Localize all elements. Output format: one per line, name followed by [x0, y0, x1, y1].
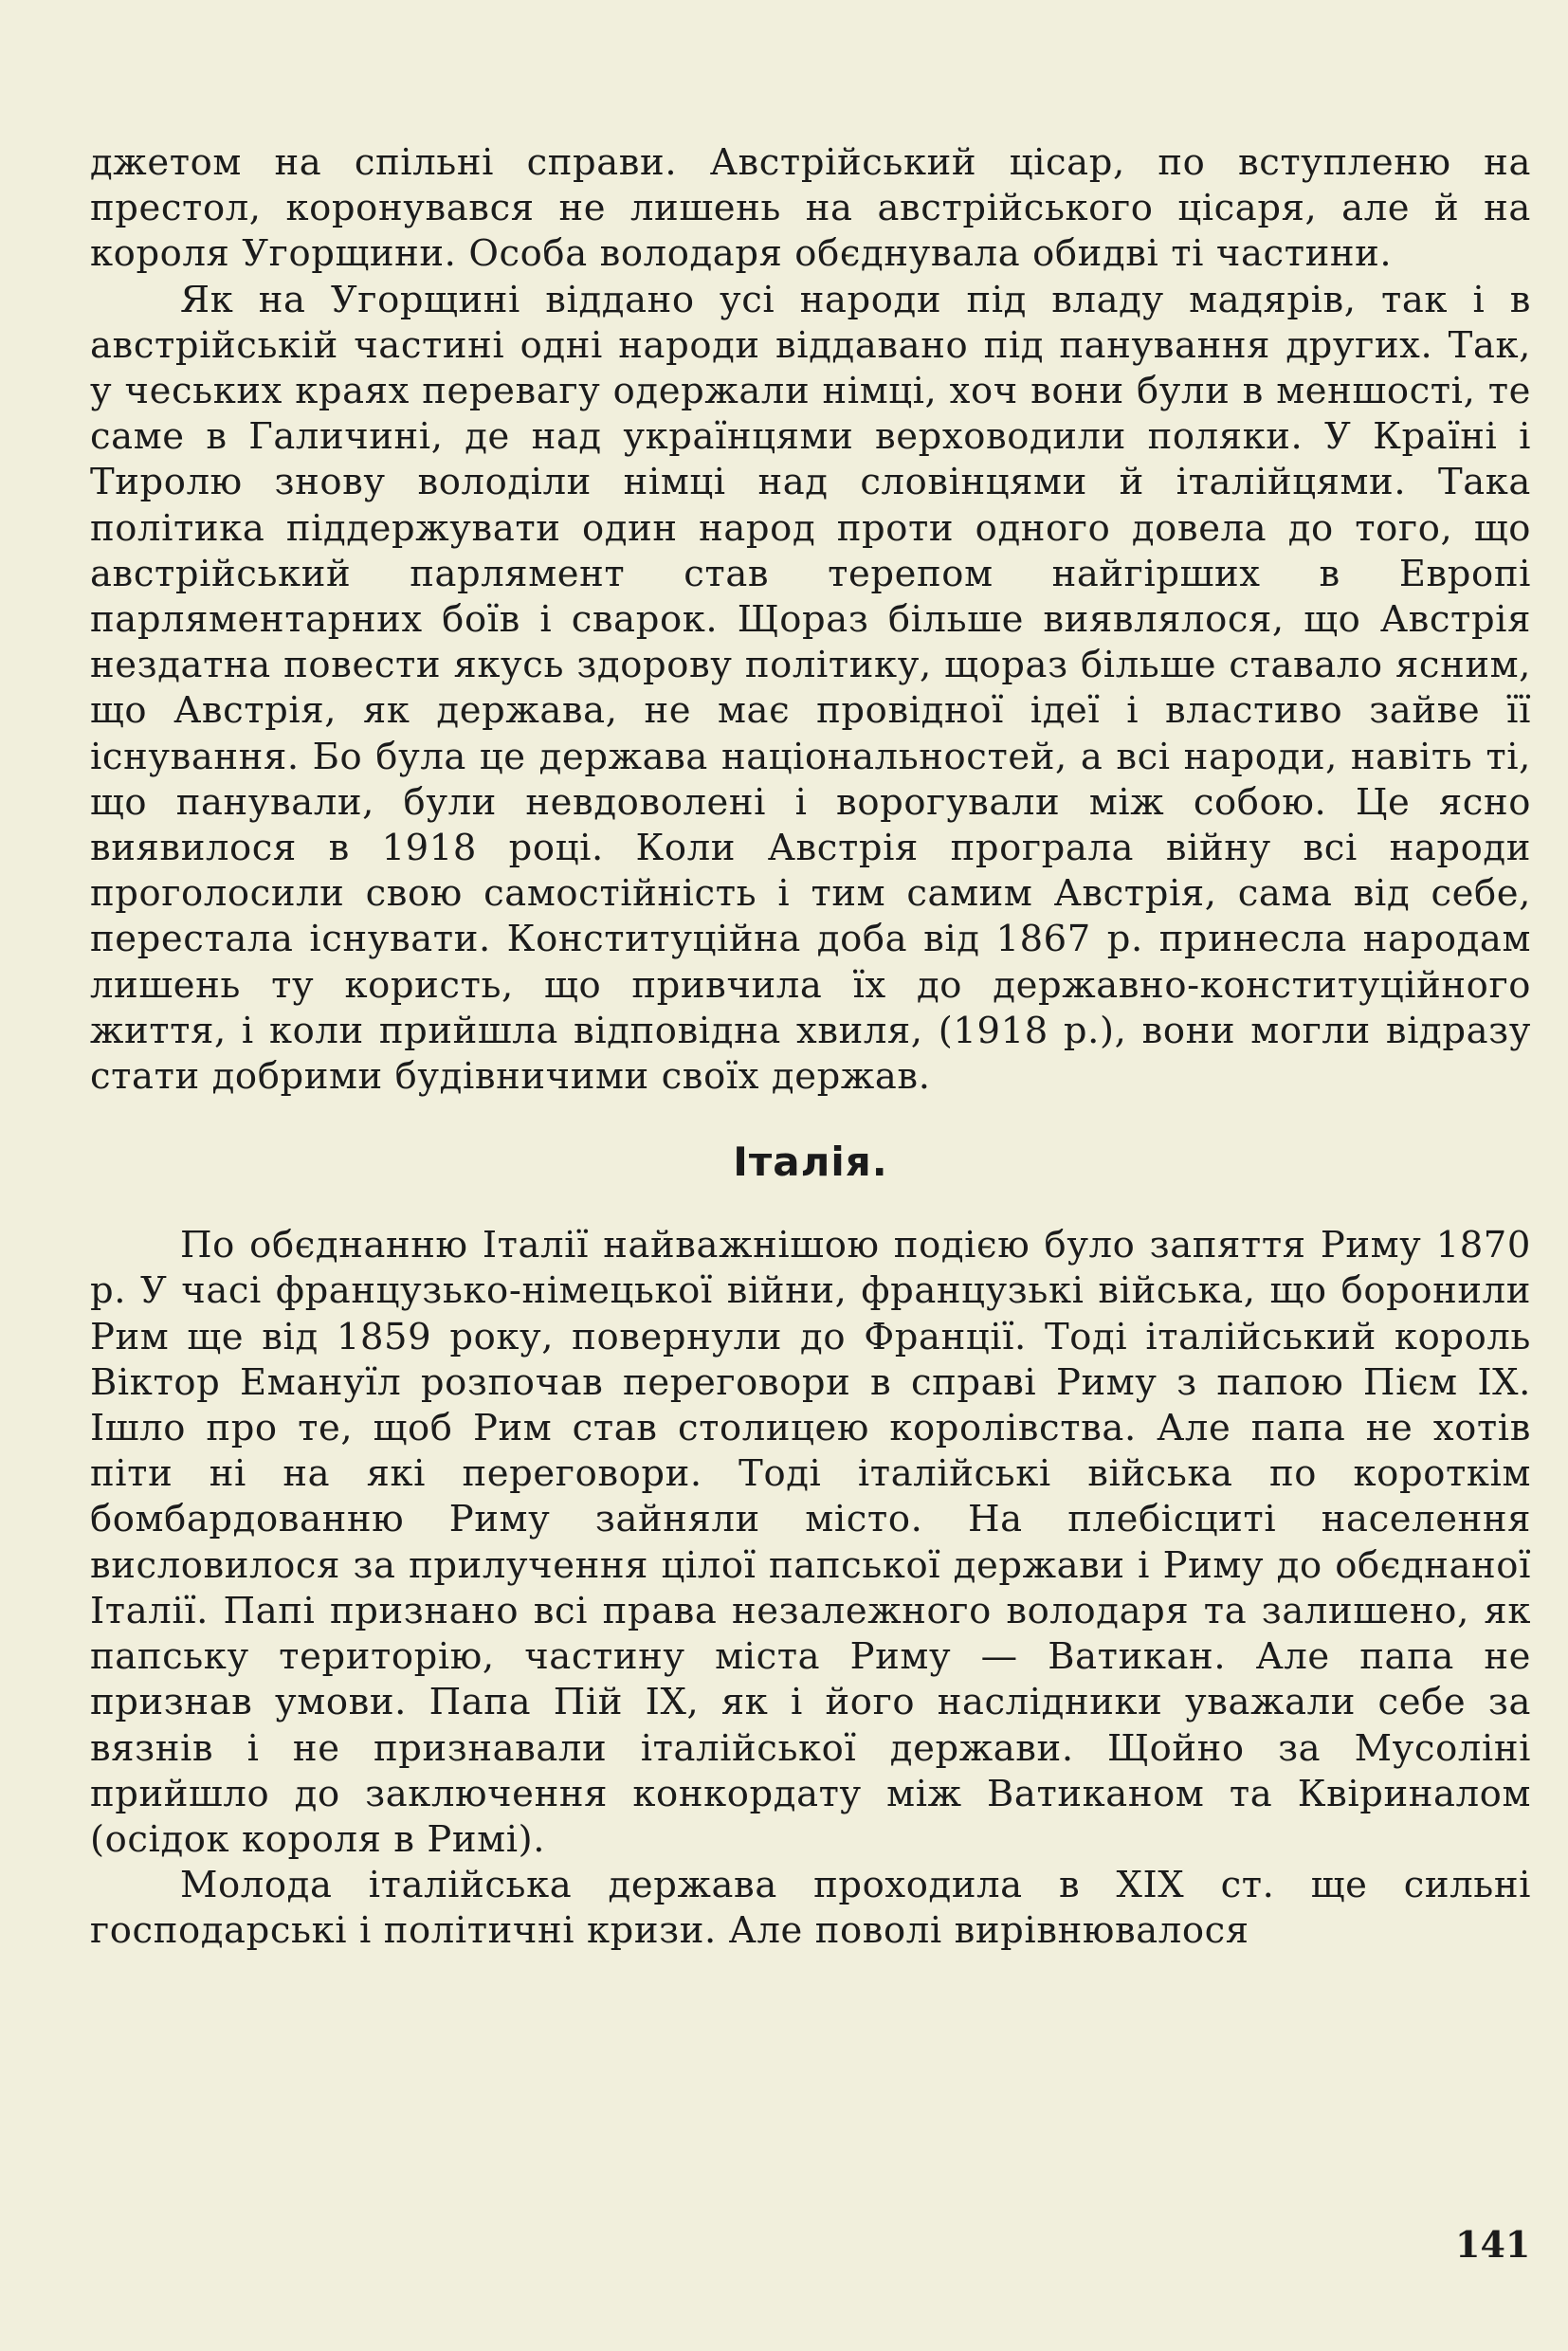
page-number: 141 [1455, 2223, 1531, 2266]
section-heading-italy: Італія. [733, 1139, 888, 1186]
page-body [90, 140, 1531, 1955]
paragraph-austria: Як на Угорщині віддано усі народи під владу мадярів, так і в австрійській частині одні народи віддавано під панування других. Так, у чеських краях перевагу одержали німці, хоч вони були в меншості, те саме в Галичині, де над українцями верховодили поляки. У Країні і Тиролю знову володіли німці над словінцями й італійцями. Така політика піддержувати один народ проти одного довела до того, що австрійський парлямент став терепом найгірших в Европі парляментарних боїв і сварок. Щораз більше виявлялося, що Австрія нездатна повести якусь здорову політику, щораз більше ставало ясним, що Австрія, як держава, не має провідної ідеї і властиво зайве її існування. Бо була це держава національностей, а всі народи, навіть ті, що панували, були невдоволені і ворогували між собою. Це ясно виявилося в 1918 році. Коли Австрія програла війну всі народи проголосили свою самостійність і тим самим Австрія, сама від себе, перестала існувати. Конституційна доба від 1867 р. принесла народам лишень ту користь, що привчила їх до державно-конституційного життя, і коли прийшла відповідна хвиля, (1918 р.), вони могли відразу стати добрими будівничими своїх держав. [90, 278, 1531, 1099]
paragraph-italy-rome: По обєднанню Італії найважнішою подією було запяття Риму 1870 р. У часі французько-німецької війни, французькі війська, що боронили Рим ще від 1859 року, повернули до Франції. Тоді італійський король Віктор Емануїл розпочав переговори в справі Риму з папою Пієм IX. Ішло про те, щоб Рим став столицею королівства. Але папа не хотів піти ні на які переговори. Тоді італійські війська по короткім бомбардованню Риму зайняли місто. На плебісциті населення висловилося за прилучення цілої папської держави і Риму до обєднаної Італії. Папі признано всі права незалежного володаря та залишено, як папську територію, частину міста Риму — Ватикан. Але папа не признав умови. Папа Пій IX, як і його наслідники уважали себе за вязнів і не признавали італійської держави. Щойно за Мусоліні прийшло до заключення конкордату між Ватиканом та Квіриналом (осідок короля в Римі). [90, 1224, 1531, 1861]
paragraph-italy-young-state: Молода італійська держава проходила в XIX ст. ще сильні господарські і політичні кризи. Але поволі вирівнювалося [90, 1864, 1531, 1953]
paragraph-continuation: джетом на спільні справи. Австрійський цісар, по вступленю на престол, коронувався не лишень на австрійського цісаря, але й на короля Угорщини. Особа володаря обєднувала обидві ті частини. [90, 141, 1531, 276]
